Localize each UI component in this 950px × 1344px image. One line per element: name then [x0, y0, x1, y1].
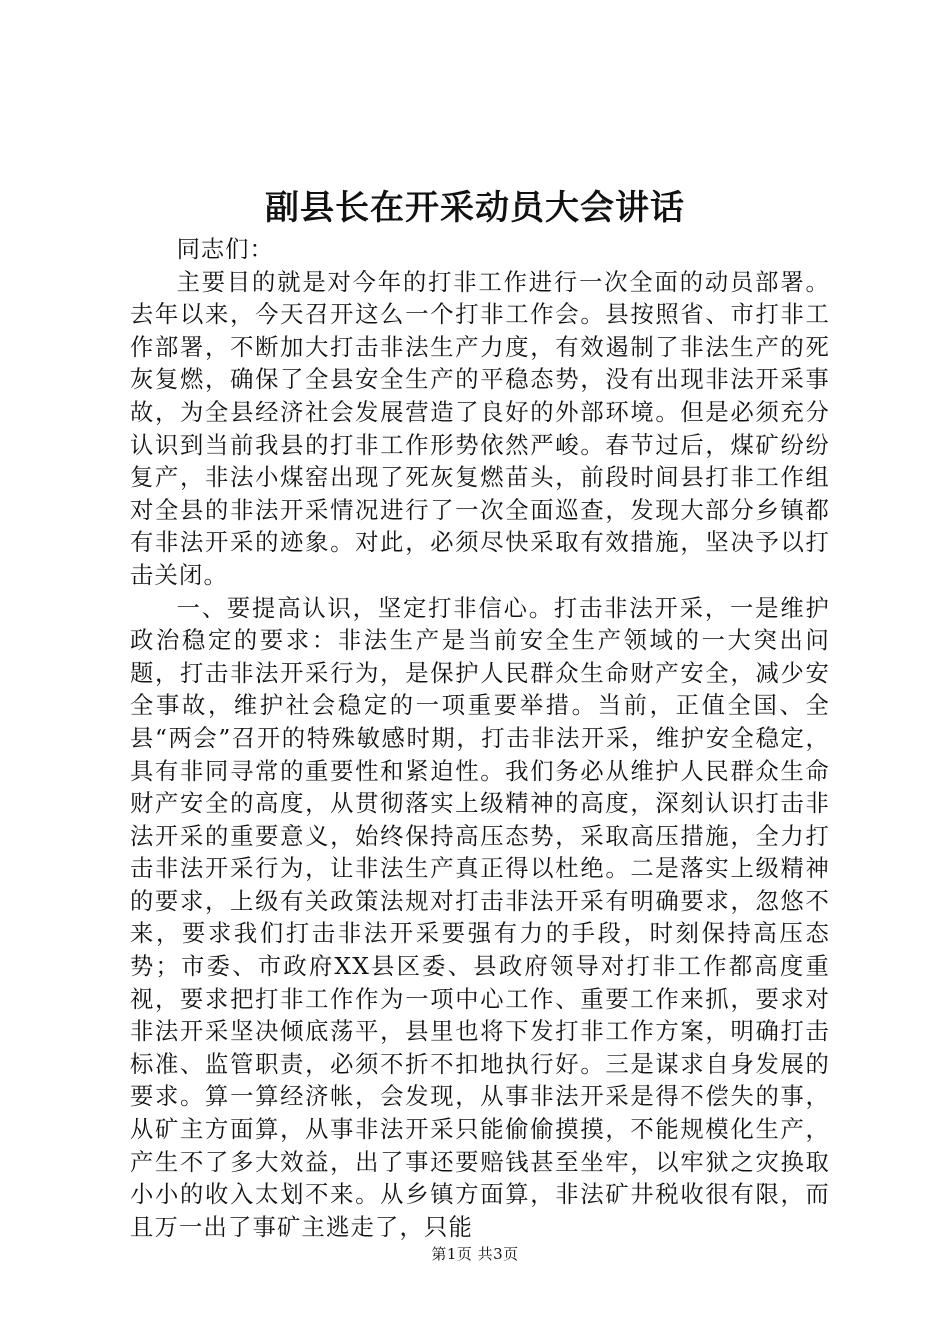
document-title: 副县长在开采动员大会讲话	[265, 188, 685, 228]
page-footer: 第1页 共3页	[431, 1245, 519, 1263]
paragraph-intro: 主要目的就是对今年的打非工作进行一次全面的动员部署。去年以来，今天召开这么一个打非工作会。县按照省、市打非工作部署，不断加大打击非法生产力度，有效遏制了非法生产的死灰复燃，确保了全县安全生产的平稳态势，没有出现非法开采事故，为全县经济社会发展营造了良好的外部环境。但是必须充分认识到当前我县的打非工作形势依然严峻。春节过后，煤矿纷纷复产，非法小煤窑出现了死灰复燃苗头，前段时间县打非工作组对全县的非法开采情况进行了一次全面巡查，发现大部分乡镇都有非法开采的迹象。对此，必须尽快采取有效措施，坚决予以打击关闭。	[130, 268, 830, 589]
paragraph-section-one: 一、要提高认识，坚定打非信心。打击非法开采，一是维护政治稳定的要求：非法生产是当前安全生产领域的一大突出问题，打击非法开采行为，是保护人民群众生命财产安全，减少安全事故，维护社会稳定的一项重要举措。当前，正值全国、全县“两会”召开的特殊敏感时期，打击非法开采，维护安全稳定，具有非同寻常的重要性和紧迫性。我们务必从维护人民群众生命财产安全的高度，从贯彻落实上级精神的高度，深刻认识打击非法开采的重要意义，始终保持高压态势，采取高压措施，全力打击非法开采行为，让非法生产真正得以杜绝。二是落实上级精神的要求，上级有关政策法规对打击非法开采有明确要求，忽悠不来，要求我们打击非法开采要强有力的手段，时刻保持高压态势；市委、市政府XX县区委、县政府领导对打非工作都高度重视，要求把打非工作作为一项中心工作、重要工作来抓，要求对非法开采坚决倾底荡平，县里也将下发打非工作方案，明确打击标准、监管职责，必须不折不扣地执行好。三是谋求自身发展的要求。算一算经济帐，会发现，从事非法开采是得不偿失的事，从矿主方面算，从事非法开采只能偷偷摸摸，不能规模化生产，产生不了多大效益，出了事还要赔钱甚至坐牢，以牢狱之灾换取小小的收入太划不来。从乡镇方面算，非法矿井税收很有限，而且万一出了事矿主逃走了，只能	[130, 594, 830, 1241]
salutation: 同志们：	[176, 236, 274, 263]
document-body	[130, 234, 830, 1244]
